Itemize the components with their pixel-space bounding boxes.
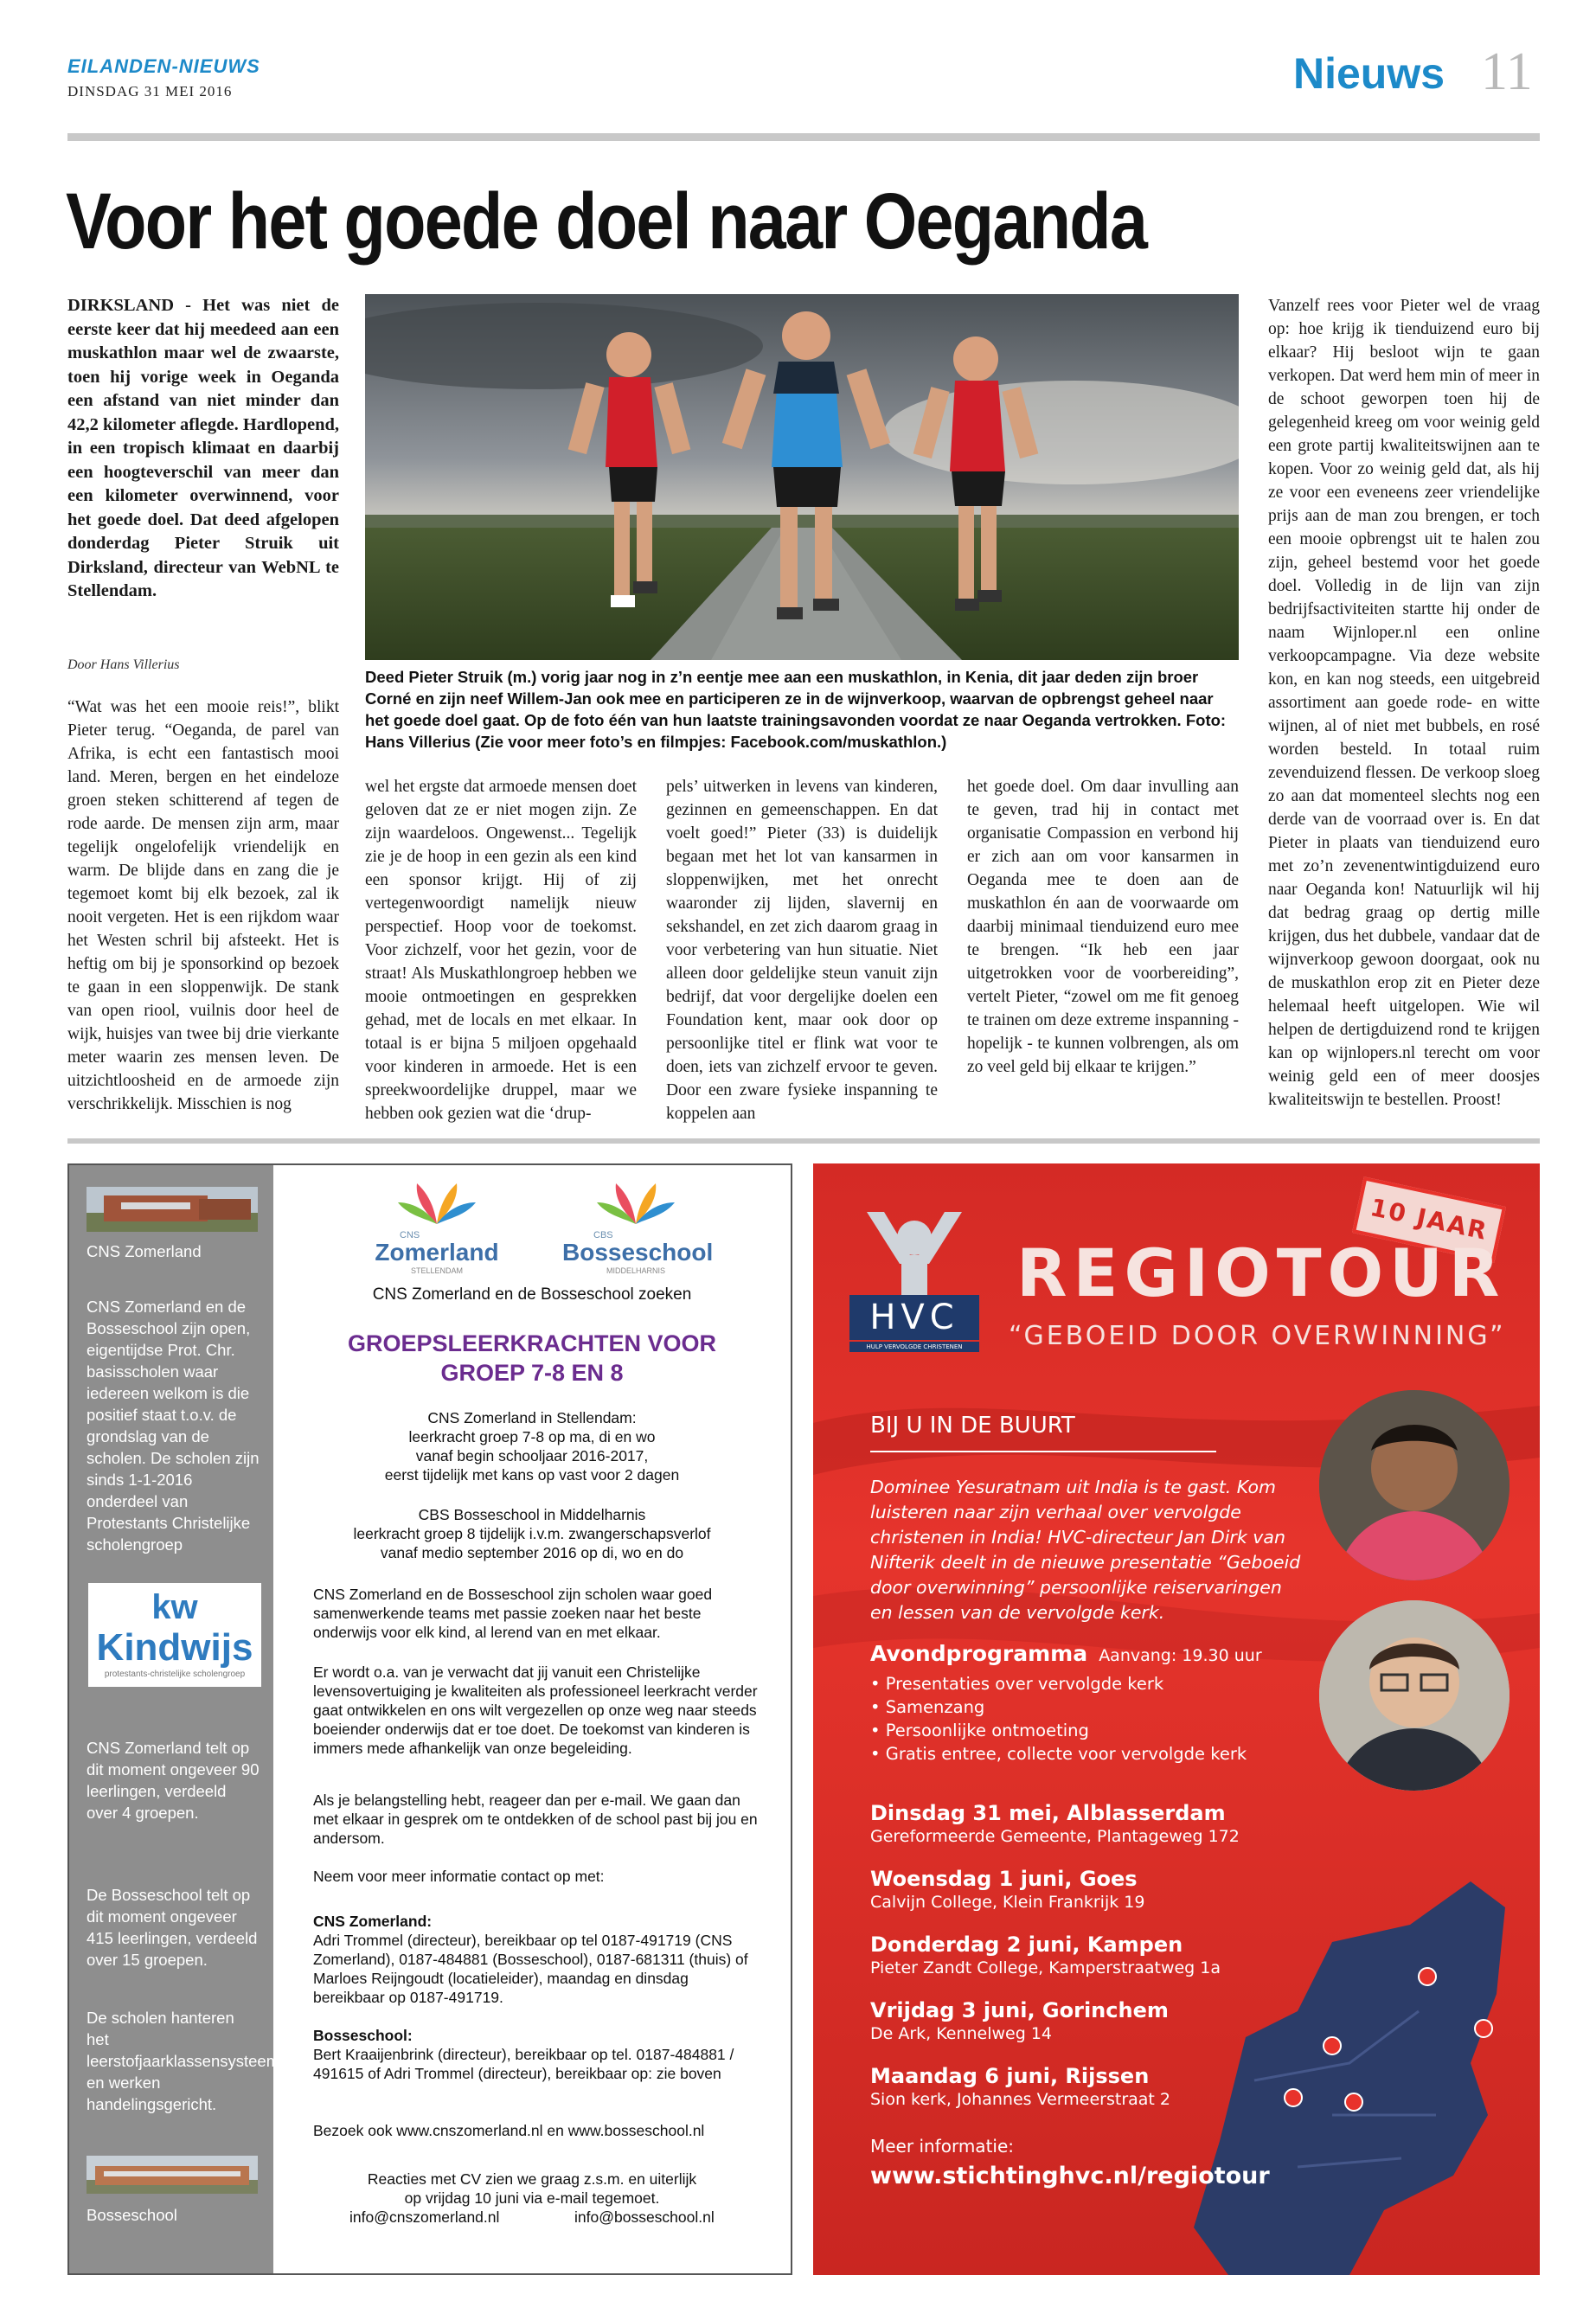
bosseschool-logo: [562, 1176, 714, 1275]
bosseschool-logo-text: Bosseschool: [562, 1239, 714, 1266]
school-ad-para-3: Als je belangstelling hebt, reageer dan per e-mail. We gaan dan met elkaar in gesprek om te ontdekken of de school past bij jou en andersom.: [313, 1791, 758, 1847]
ten-years-badge: 10 JAAR: [1352, 1176, 1506, 1262]
program-title: Avondprogramma: [870, 1641, 1088, 1666]
block1-line-1: CNS Zomerland in Stellendam:: [427, 1409, 637, 1426]
event-title: Dinsdag 31 mei, Alblasserdam: [870, 1801, 1226, 1825]
article-column-3: pels’ uitwerken in levens van kinderen, gezinnen en gemeenschappen. En dat voelt goed!” Pieter (33) is duidelijk begaan met het lot van kansarmen in sloppenwijken, met het onrecht waaronder zij lijden, slavernij en sekshandel, en zet zich daarom graag in voor verbetering van hun situatie. Niet alleen door geldelijke steun vanuit zijn bedrijf, dat voor dergelijke doelen een Foundation kent, maar ook door op persoonlijke titel er flink wat voor te doen, iets van zichzelf ervoor te geven. Door een zware fysieke inspanning te koppelen aan: [666, 778, 938, 1123]
sidebar-text-4: De scholen hanteren het leerstofjaarklassensysteem en werken handelingsgericht.: [87, 2009, 280, 2113]
article-photo: [365, 294, 1239, 660]
program-heading: [870, 1641, 1262, 1666]
kindwijs-logo-text: Kindwijs: [96, 1626, 253, 1669]
bosseschool-logo-sub: MIDDELHARNIS: [606, 1266, 665, 1275]
contact-2-text: Bert Kraaijenbrink (directeur), bereikbaar op tel. 0187-484881 / 491615 of Adri Trommel (directeur), bereikbaar op: zie boven: [313, 2046, 734, 2082]
speaker-portrait-2: [1319, 1600, 1509, 1791]
article-column-2: wel het ergste dat armoede mensen doet geloven dat ze er niet mogen zijn. Ze zijn waardeloos. Ongewenst... Tegelijk zie je de hoop in een gezin als een kind een sponsor krijgt. Hij of zij vertegenwoordigt namelijk nieuw perspectief. Hoop voor de toekomst. Voor zichzelf, voor het gezin, voor de straat! Als Muskathlongroep hebben we mooie ontmoetingen en gesprekken gehad, met de locals en met elkaar. In totaal is er bijna 5 miljoen opgehaald voor kinderen in armoede. Het is een spreekwoordelijke druppel, maar we hebben ook gezien wat die ‘drup-: [365, 778, 637, 1123]
hvc-logo: [849, 1212, 979, 1368]
zomerland-logo: [363, 1176, 510, 1275]
sidebar-text-1: CNS Zomerland en de Bosseschool zijn open, eigentijdse Prot. Chr. basisscholen waar iedereen welkom is die positief staat t.o.v. de grondslag van de scholen. De scholen zijn sinds 1-1-2016 onderdeel van Protestants Christelijke scholengroep: [87, 1298, 260, 1554]
event-title: Vrijdag 3 juni, Gorinchem: [870, 1998, 1169, 2022]
school-ad-closing: [294, 2170, 770, 2208]
sidebar-label-zomerland: CNS Zomerland: [87, 1242, 202, 1260]
program-item: • Persoonlijke ontmoeting: [870, 1721, 1089, 1740]
zomerland-logo-text: Zomerland: [375, 1239, 499, 1266]
school-building-photo-1: [87, 1187, 258, 1232]
email-zomerland-link[interactable]: info@cnszomerland.nl: [349, 2208, 500, 2226]
block2-line-2: leerkracht groep 8 tijdelijk i.v.m. zwangerschapsverlof: [353, 1525, 711, 1542]
closing-line-2: op vrijdag 10 juni via e-mail tegemoet.: [404, 2189, 660, 2207]
event-place: De Ark, Kennelweg 14: [870, 2024, 1053, 2043]
article-intro: DIRKSLAND - Het was niet de eerste keer dat hij meedeed aan een muskathlon maar wel de zwaarste, toen hij vorige week in Oeganda een afstand van niet minder dan 42,2 kilometer aflegde. Hardlopend, in een tropisch klimaat en daarbij een hoogteverschil van meer dan een kilometer overwinnend, voor het goede doel. Dat deed afgelopen donderdag Pieter Struik uit Dirksland, directeur van WebNL te Stellendam.: [67, 296, 339, 600]
block1-line-4: eerst tijdelijk met kans op vast voor 2 dagen: [384, 1466, 680, 1484]
kindwijs-logo-mark: kw: [151, 1588, 198, 1626]
hvc-website-link[interactable]: www.stichtinghvc.nl/regiotour: [870, 2163, 1270, 2189]
school-ad-para-2: Er wordt o.a. van je verwacht dat jij vanuit een Christelijke levensovertuiging je kwaliteiten als professioneel leerkracht verder gaat ontwikkelen en ons wilt vergezellen op onze weg naar steeds boeiender onderwijs dat er toe doet. De toekomst van kinderen is immers mede afhankelijk van onze begeleiding.: [313, 1663, 758, 1757]
school-ad-para-4: Neem voor meer informatie contact op met:: [313, 1868, 605, 1885]
zomerland-logo-icon: [363, 1176, 510, 1228]
kindwijs-logo: [88, 1583, 261, 1687]
hvc-title: REGIOTOUR: [1016, 1234, 1506, 1311]
program-time: Aanvang: 19.30 uur: [1099, 1646, 1262, 1665]
more-info-label: Meer informatie:: [870, 2136, 1015, 2157]
block1-line-2: leerkracht groep 7-8 op ma, di en wo: [408, 1428, 656, 1445]
page-number: 11: [1481, 42, 1533, 101]
event-title: Maandag 6 juni, Rijssen: [870, 2064, 1150, 2088]
block2-line-3: vanaf medio september 2016 op di, wo en do: [380, 1544, 684, 1561]
contact-2-title: Bosseschool:: [313, 2027, 413, 2044]
email-bosseschool-link[interactable]: info@bosseschool.nl: [574, 2208, 715, 2226]
school-ad-headline: [294, 1329, 770, 1388]
event-item: [870, 1932, 1221, 1979]
speaker-portrait-1: [1319, 1390, 1509, 1580]
issue-date: DINSDAG 31 MEI 2016: [67, 83, 233, 99]
bosseschool-logo-prefix: CBS: [593, 1230, 613, 1240]
kindwijs-logo-tagline: protestants-christelijke scholengroep: [104, 1670, 246, 1679]
program-item: • Gratis entree, collecte voor vervolgde kerk: [870, 1744, 1247, 1764]
program-list: [870, 1672, 1320, 1766]
runners-photo: [365, 294, 1239, 660]
event-item: [870, 1997, 1169, 2045]
middle-rule: [67, 1138, 1540, 1144]
nearby-heading: BIJ U IN DE BUURT: [870, 1413, 1075, 1439]
event-place: Sion kerk, Johannes Vermeerstraat 2: [870, 2090, 1170, 2109]
school-ad-intro: CNS Zomerland en de Bosseschool zoeken: [372, 1285, 692, 1304]
zomerland-logo-prefix: CNS: [400, 1230, 420, 1240]
article-column-1: “Wat was het een mooie reis!”, blikt Pieter terug. “Oeganda, de parel van Afrika, is echt een fantastisch mooi land. Meren, bergen en het eindeloze groen steken schitterend af tegen de rode aarde. De mensen zijn arm, maar tegelijk ongelofelijk vriendelijk en warm. De blijde dans en zang die je tegemoet komt bij elk bezoek, zal ik nooit vergeten. Het is een rijkdom waar het Westen schril bij afsteekt. Het is heftig om bij je sponsorkind op bezoek te gaan in een sloppenwijk. De stank van open riool, vuilnis door heel de wijk, huisjes van twee bij drie vierkante meter waarin zes mensen leven. De uitzichtloosheid en de armoede zijn verschrikkelijk. Misschien is nog: [67, 698, 339, 1113]
hvc-logo-subtitle: HULP VERVOLGDE CHRISTENEN: [849, 1342, 979, 1352]
nearby-rule: [870, 1451, 1216, 1452]
event-place: Pieter Zandt College, Kamperstraatweg 1a: [870, 1958, 1221, 1977]
article-column-4: het goede doel. Om daar invulling aan te geven, trad hij in contact met organisatie Compassion en verbond hij er zich aan om voor kansarmen in Oeganda mee te doen aan de muskathlon én aan de voorwaarde om daarbij minimaal tienduizend euro mee te brengen. “Ik heb een jaar uitgetrokken voor de voorbereiding”, vertelt Pieter, “zowel om me fit genoeg te trainen om deze extreme inspanning - hopelijk - te kunnen volbrengen, als om zo veel geld bij elkaar te krijgen.”: [967, 778, 1239, 1076]
event-title: Donderdag 2 juni, Kampen: [870, 1932, 1183, 1957]
school-ad-headline-line-2: GROEP 7-8 EN 8: [440, 1360, 624, 1386]
top-rule: [67, 133, 1540, 141]
article-column-5: Vanzelf rees voor Pieter wel de vraag op: hoe krijg ik tienduizend euro bij elkaar? Hij besloot wijn te gaan verkopen. Dat werd hem min of meer in de schoot geworpen toen hij de gelegenheid kreeg om voor weinig geld een grote partij kwaliteitswijnen aan te kopen. Voor zo weinig geld dat, als hij ze voor een eveneens zeer vriendelijke prijs aan de man zou brengen, er toch een mooie opbrengst uit te halen zou zijn, geheel bestemd voor het goede doel. Volledig in de lijn van zijn bedrijfsactiviteiten startte hij onder de naam Wijnloper.nl een online verkoopcampagne. Via deze website kon, en kan nog steeds, een uitgebreid assortiment aan goede rode- en witte wijnen, al of niet met bubbels, en rosé worden besteld. In totaal ruim zevenduizend flessen. De verkoop sloeg zo aan dat momenteel slechts nog een derde van de voorraad over is. En dat Pieter in plaats van tienduizend euro met zo’n zevenentwintigduizend euro naar Oeganda kon! Natuurlijk wil hij dat bedrag graag op dertig mille krijgen, dus het dubbele, vandaar dat de wijnverkoop gewoon doorgaat, ook nu de muskathlon erop zit en Pieter deze helemaal heeft uitgelopen. Wie wil helpen de dertigduizend rond te krijgen kan op wijnlopers.nl terecht om voor weinig geld een of meer doosjes kwaliteitswijn te bestellen. Proost!: [1268, 297, 1540, 1109]
school-building-photo-2: [87, 2156, 258, 2194]
school-ad-block-1: [294, 1408, 770, 1484]
contact-1-text: Adri Trommel (directeur), bereikbaar op tel 0187-491719 (CNS Zomerland), 0187-484881 (Bosseschool), 0187-681311 (thuis) of Marloes Reijngoudt (locatieleider), maandag en dinsdag bereikbaar op 0187-491719.: [313, 1932, 748, 2006]
block2-line-1: CBS Bosseschool in Middelharnis: [418, 1506, 646, 1523]
event-place: Gereformeerde Gemeente, Plantageweg 172: [870, 1827, 1240, 1846]
closing-line-1: Reacties met CV zien we graag z.s.m. en uiterlijk: [367, 2170, 697, 2188]
contact-1-title: CNS Zomerland:: [313, 1913, 433, 1930]
photo-caption: Deed Pieter Struik (m.) vorig jaar nog in z’n eentje mee aan een muskathlon, in Kenia, dit jaar deden zijn broer Corné en zijn neef Willem-Jan ook mee en participeren ze in de wijnverkoop, waarvan de opbrengst geheel naar het goede doel gaat. Op de foto één van hun laatste trainingsavonden voordat ze naar Oeganda vertrokken. Foto: Hans Villerius (Zie voor meer foto’s en filmpjes: Facebook.com/muskathlon.): [365, 668, 1227, 751]
program-item: • Presentaties over vervolgde kerk: [870, 1674, 1164, 1694]
block1-line-3: vanaf begin schooljaar 2016-2017,: [415, 1447, 649, 1465]
bosseschool-logo-icon: [562, 1176, 709, 1228]
hvc-logo-letters: HVC: [849, 1295, 979, 1340]
sidebar-text-2: CNS Zomerland telt op dit moment ongeveer 90 leerlingen, verdeeld over 4 groepen.: [87, 1739, 260, 1822]
hvc-subtitle: “GEBOEID DOOR OVERWINNING”: [1009, 1321, 1506, 1351]
event-item: [870, 1800, 1240, 1848]
zomerland-logo-sub: STELLENDAM: [410, 1266, 464, 1275]
article-headline: Voor het goede doel naar Oeganda: [66, 177, 1147, 266]
section-label: Nieuws: [1293, 49, 1445, 98]
hvc-regiotour-ad: [813, 1163, 1540, 2275]
event-item: [870, 2063, 1170, 2111]
newspaper-logo: EILANDEN-NIEUWS: [67, 55, 260, 77]
program-item: • Samenzang: [870, 1697, 985, 1717]
hvc-intro: Dominee Yesuratnam uit India is te gast. Kom luisteren naar zijn verhaal over vervolgde christenen in India! HVC-directeur Jan Dirk van Nifterik deelt in de nieuwe presentatie “Geboeid door overwinning” persoonlijke reiservaringen en lessen van de vervolgde kerk.: [870, 1477, 1301, 1623]
event-title: Woensdag 1 juni, Goes: [870, 1867, 1138, 1891]
school-ad-para-1: CNS Zomerland en de Bosseschool zijn scholen waar goed samenwerkende teams met passie zoeken naar het beste onderwijs voor elk kind, al lerend van en met elkaar.: [313, 1586, 713, 1641]
school-ad-block-2: [294, 1505, 770, 1562]
event-place: Calvijn College, Klein Frankrijk 19: [870, 1893, 1145, 1912]
school-websites-link[interactable]: Bezoek ook www.cnszomerland.nl en www.bosseschool.nl: [313, 2122, 705, 2139]
event-item: [870, 1866, 1144, 1913]
sidebar-text-3: De Bosseschool telt op dit moment ongeveer 415 leerlingen, verdeeld over 15 groepen.: [87, 1886, 258, 1969]
article-byline: Door Hans Villerius: [67, 657, 180, 672]
school-ad-headline-line-1: GROEPSLEERKRACHTEN VOOR: [347, 1330, 717, 1356]
sidebar-label-bosseschool: Bosseschool: [87, 2206, 177, 2224]
